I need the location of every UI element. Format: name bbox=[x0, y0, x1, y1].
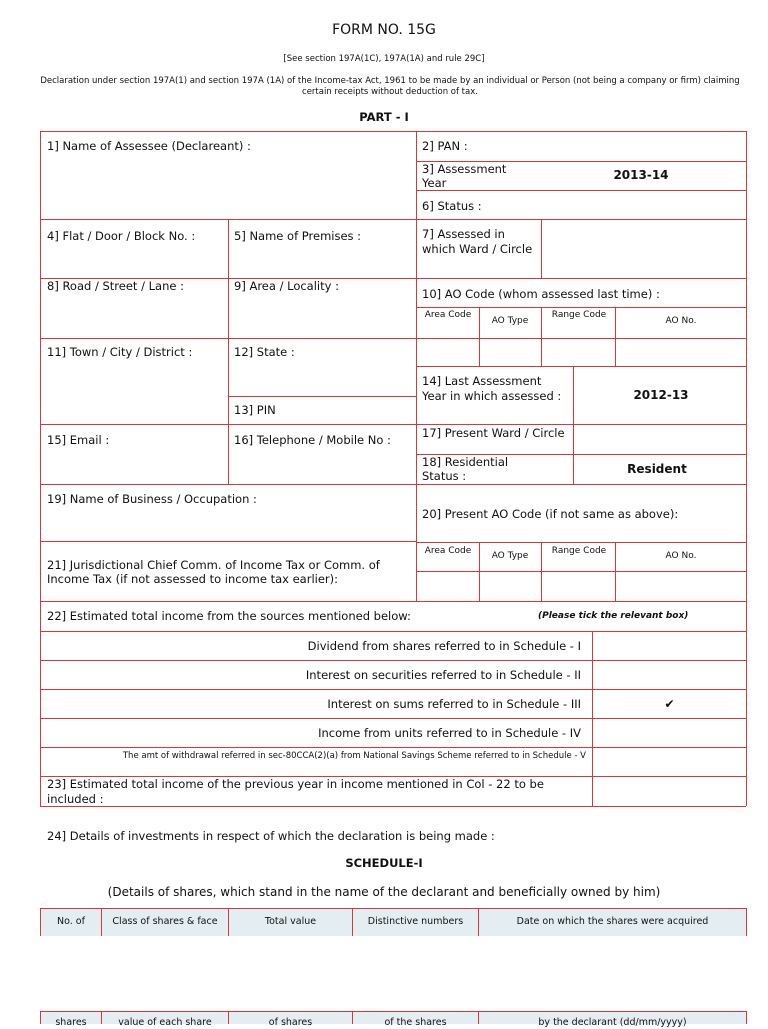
present-ao-no-header: AO No. bbox=[665, 551, 697, 561]
ao-no-header: AO No. bbox=[665, 316, 697, 326]
email-label: 15] Email : bbox=[47, 433, 110, 447]
estimated-total-income-label: 23] Estimated total income of the previous year in income mentioned in Col - 22 to be included : bbox=[47, 777, 544, 806]
last-assessment-year-label: 14] Last Assessment Year in which assessed : bbox=[422, 374, 562, 403]
schedule-iv-row-label: Income from units referred to in Schedule - IV bbox=[318, 726, 581, 740]
col-date-acquired: Date on which the shares were acquired bbox=[516, 916, 709, 927]
col-class-of-shares: Class of shares & face bbox=[112, 916, 218, 927]
col-face-value-continued: value of each share bbox=[118, 1017, 212, 1028]
schedule-title: SCHEDULE-I bbox=[345, 856, 423, 870]
schedule-iii-row-label: Interest on sums referred to in Schedule - III bbox=[327, 697, 581, 711]
col-no-of: No. of bbox=[57, 916, 85, 927]
assessment-year-value: 2013-14 bbox=[613, 168, 669, 182]
premises-label: 5] Name of Premises : bbox=[234, 229, 362, 243]
business-occupation-label: 19] Name of Business / Occupation : bbox=[47, 492, 257, 506]
col-of-the-shares-continued: of the shares bbox=[384, 1017, 447, 1028]
present-ward-label: 17] Present Ward / Circle bbox=[422, 426, 565, 440]
last-assessment-year-value: 2012-13 bbox=[633, 388, 689, 402]
ao-range-code-header: Range Code bbox=[551, 310, 607, 320]
assessed-ward-label: 7] Assessed in which Ward / Circle bbox=[422, 227, 533, 256]
assessment-year-label: 3] Assessment Year bbox=[422, 162, 507, 190]
residential-status-label: 18] Residential Status : bbox=[422, 455, 509, 483]
present-ao-area-code-header: Area Code bbox=[424, 546, 472, 556]
part-heading: PART - I bbox=[359, 110, 409, 124]
area-locality-label: 9] Area / Locality : bbox=[234, 279, 339, 293]
schedule-ii-checkbox[interactable] bbox=[593, 661, 746, 689]
assessee-name-label: 1] Name of Assessee (Declareant) : bbox=[47, 139, 251, 153]
residential-status-value: Resident bbox=[627, 462, 687, 476]
form-subtitle: [See section 197A(1C), 197A(1A) and rule 29C] bbox=[283, 54, 485, 64]
investments-details-label: 24] Details of investments in respect of which the declaration is being made : bbox=[47, 829, 495, 843]
schedule-v-row-label: The amt of withdrawal referred in sec-80CCA(2)(a) from National Savings Scheme referred to in Schedule - V bbox=[122, 751, 586, 761]
col-by-declarant-continued: by the declarant (dd/mm/yyyy) bbox=[538, 1017, 687, 1028]
pan-label: 2] PAN : bbox=[422, 139, 468, 153]
col-total-value: Total value bbox=[264, 916, 317, 927]
road-street-label: 8] Road / Street / Lane : bbox=[47, 279, 184, 293]
tick-note: (Please tick the relevant box) bbox=[538, 611, 689, 621]
schedule-i-row-label: Dividend from shares referred to in Schedule - I bbox=[307, 639, 581, 653]
estimated-income-label: 22] Estimated total income from the sources mentioned below: bbox=[47, 609, 411, 623]
present-ao-code-label: 20] Present AO Code (if not same as above): bbox=[422, 507, 679, 521]
ao-type-header: AO Type bbox=[491, 316, 529, 326]
schedule-v-checkbox[interactable] bbox=[593, 748, 746, 776]
pin-label: 13] PIN bbox=[234, 403, 276, 417]
ao-code-label: 10] AO Code (whom assessed last time) : bbox=[422, 287, 660, 301]
schedule-iv-checkbox[interactable] bbox=[593, 719, 746, 747]
telephone-label: 16] Telephone / Mobile No : bbox=[234, 433, 391, 447]
schedule-ii-row-label: Interest on securities referred to in Schedule - II bbox=[305, 668, 581, 682]
schedule-i-checkbox[interactable] bbox=[593, 632, 746, 660]
form-declaration: Declaration under section 197A(1) and section 197A (1A) of the Income-tax Act, 1961 to be made by an individual or Person (not being a company or firm) claiming certain receipts without deduction of tax. bbox=[40, 76, 740, 97]
jurisdictional-commissioner-label: 21] Jurisdictional Chief Comm. of Income Tax or Comm. of Income Tax (if not assessed to income tax earlier): bbox=[47, 558, 380, 586]
state-label: 12] State : bbox=[234, 345, 295, 359]
col-distinctive-numbers: Distinctive numbers bbox=[367, 916, 464, 927]
status-label: 6] Status : bbox=[422, 199, 482, 213]
col-shares-continued: shares bbox=[55, 1017, 87, 1028]
present-ao-type-header: AO Type bbox=[491, 551, 529, 561]
town-city-label: 11] Town / City / District : bbox=[47, 345, 193, 359]
schedule-description: (Details of shares, which stand in the name of the declarant and beneficially owned by him) bbox=[107, 885, 661, 899]
flat-door-label: 4] Flat / Door / Block No. : bbox=[47, 229, 196, 243]
schedule-iii-tick-checkbox[interactable]: ✔ bbox=[664, 697, 675, 711]
form-title: FORM NO. 15G bbox=[332, 22, 436, 38]
present-ao-range-code-header: Range Code bbox=[551, 546, 607, 556]
ao-area-code-header: Area Code bbox=[424, 310, 472, 320]
col-of-shares-continued: of shares bbox=[268, 1017, 313, 1028]
